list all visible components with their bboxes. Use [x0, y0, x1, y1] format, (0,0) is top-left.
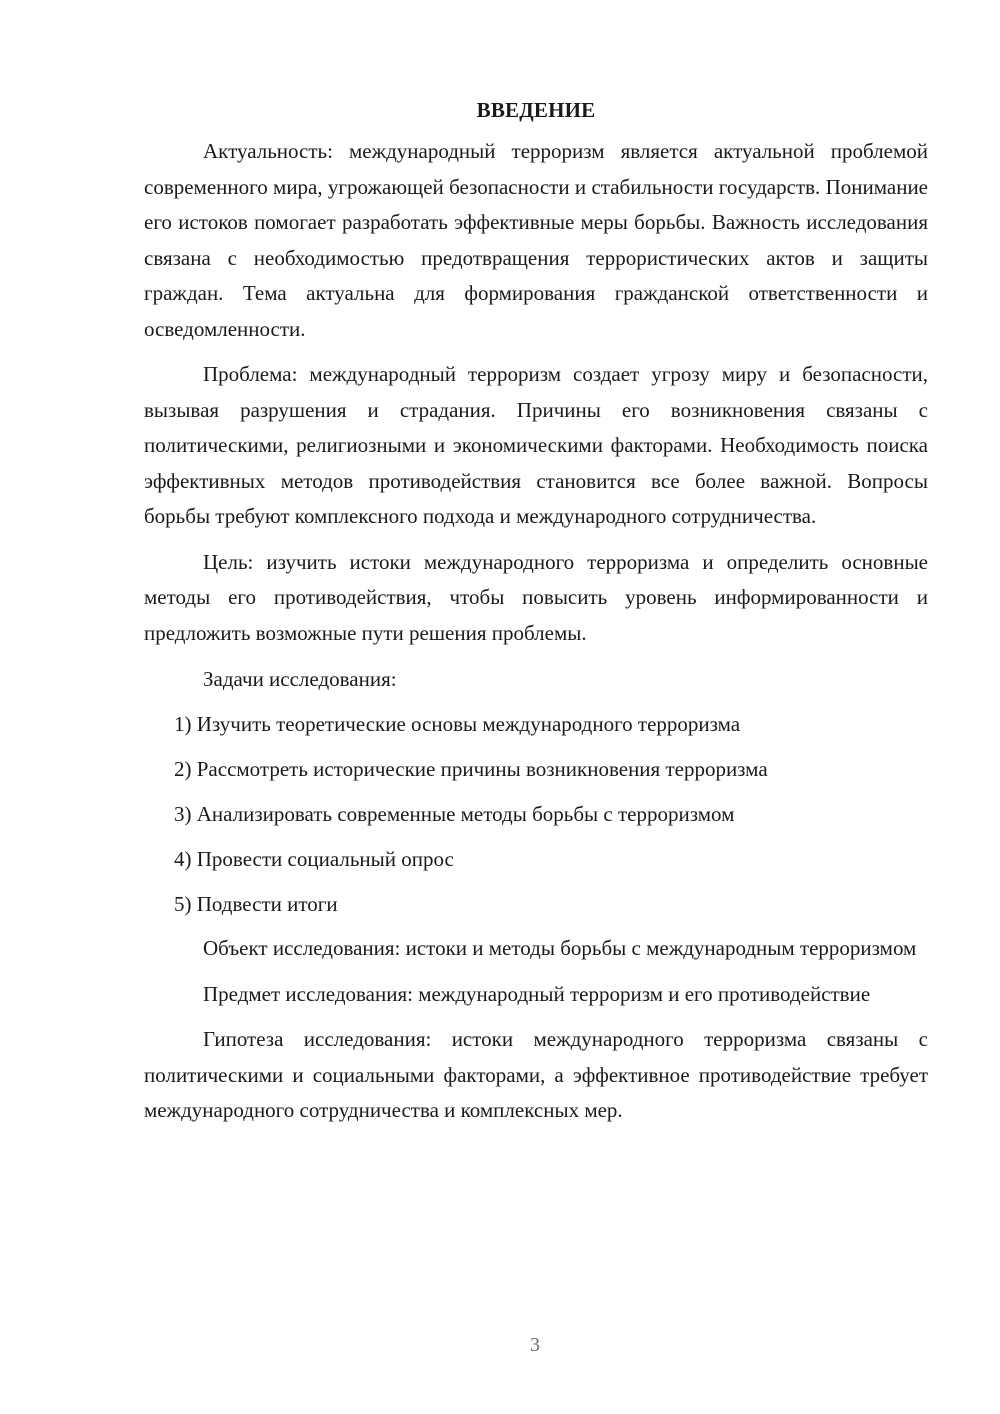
page-title: ВВЕДЕНИЕ	[476, 98, 596, 122]
problem-paragraph: Проблема: международный терроризм создает угрозу миру и безопасности, вызывая разрушения и страдания. Причины его возникновения связаны с политическими, религиозными и экономическими факторами. Необходимость поиска эффективных методов противодействия становится все более важной. Вопросы борьбы требуют комплексного подхода и международного сотрудничества.	[144, 362, 928, 528]
subject-paragraph: Предмет исследования: международный терроризм и его противодействие	[203, 981, 871, 1006]
task-item-3: 3) Анализировать современные методы борьбы с терроризмом	[174, 802, 735, 826]
goal-paragraph: Цель: изучить истоки международного терроризма и определить основные методы его противодействия, чтобы повысить уровень информированности и предложить возможные пути решения проблемы.	[144, 549, 928, 645]
tasks-heading: Задачи исследования:	[203, 667, 397, 691]
object-paragraph: Объект исследования: истоки и методы борьбы с международным терроризмом	[203, 936, 917, 960]
document-page	[144, 92, 928, 1141]
task-item-2: 2) Рассмотреть исторические причины возникновения терроризма	[174, 757, 768, 781]
tasks-list	[144, 706, 928, 922]
task-item-1: 1) Изучить теоретические основы международного терроризма	[174, 712, 741, 736]
task-item-5: 5) Подвести итоги	[174, 892, 338, 916]
hypothesis-paragraph: Гипотеза исследования: истоки международного терроризма связаны с политическими и социальными факторами, а эффективное противодействие требует международного сотрудничества и комплексных мер.	[144, 1027, 928, 1122]
relevance-paragraph: Актуальность: международный терроризм является актуальной проблемой современного мира, угрожающей безопасности и стабильности государств. Понимание его истоков помогает разработать эффективные меры борьбы. Важность исследования связана с необходимостью предотвращения террористических актов и защиты граждан. Тема актуальна для формирования гражданской ответственности и осведомленности.	[144, 139, 928, 341]
task-item-4: 4) Провести социальный опрос	[174, 847, 454, 871]
page-number: 3	[530, 1334, 540, 1356]
